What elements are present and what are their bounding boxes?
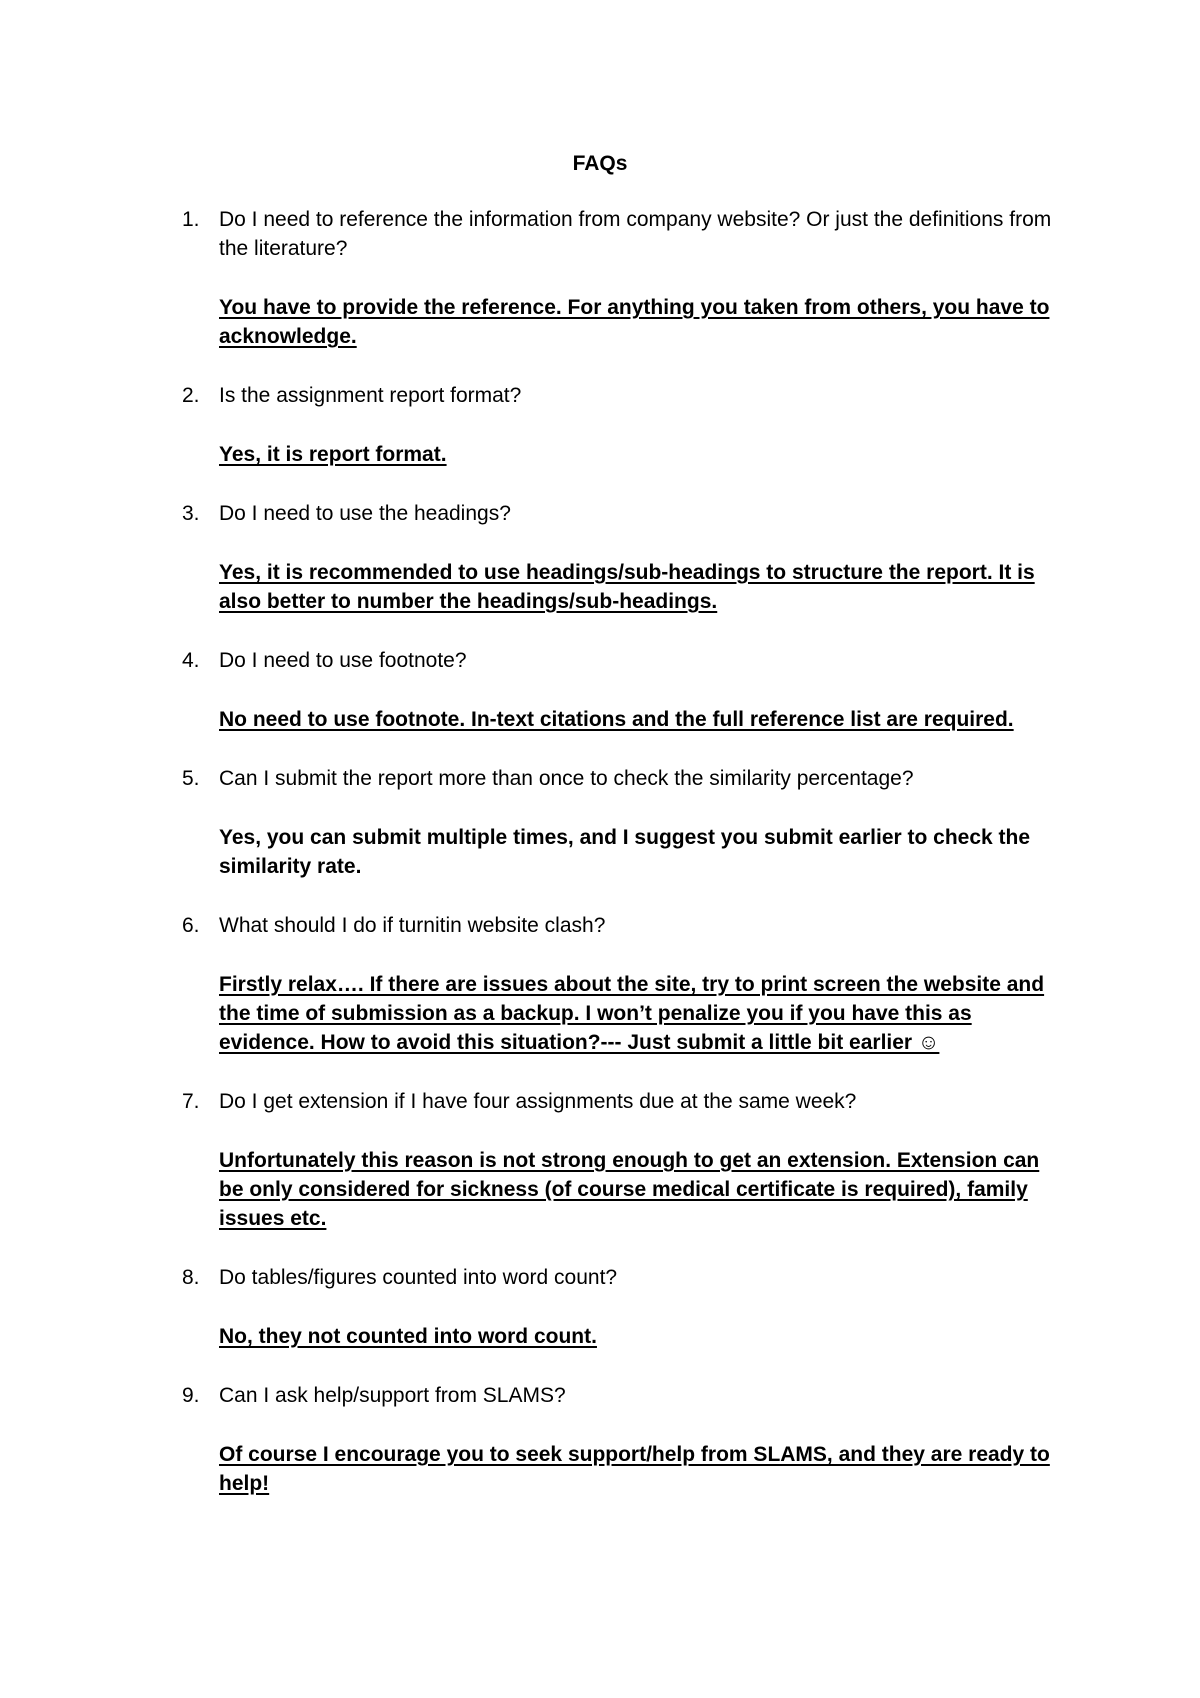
faq-item [182, 1263, 1062, 1351]
faq-question: Do tables/figures counted into word count? [219, 1266, 618, 1289]
faq-item [182, 1381, 1062, 1498]
faq-answer: No need to use footnote. In-text citations and the full reference list are required. [219, 708, 1014, 731]
faq-question: What should I do if turnitin website clash? [219, 914, 606, 937]
faq-answer: Yes, it is recommended to use headings/sub-headings to structure the report. It is also better to number the headings/sub-headings. [219, 561, 1035, 613]
faq-number: 2. [182, 384, 200, 407]
faq-list [182, 205, 1062, 1528]
faq-answer: Yes, you can submit multiple times, and I suggest you submit earlier to check the similarity rate. [219, 826, 1031, 878]
page-title: FAQs [572, 152, 628, 175]
faq-question: Do I need to reference the information from company website? Or just the definitions from the literature? [219, 208, 1052, 260]
faq-answer: Yes, it is report format. [219, 443, 447, 466]
faq-number: 8. [182, 1266, 200, 1289]
faq-answer: You have to provide the reference. For anything you taken from others, you have to acknowledge. [219, 296, 1050, 348]
faq-number: 3. [182, 502, 200, 525]
faq-item [182, 499, 1062, 616]
faq-number: 1. [182, 208, 200, 231]
faq-number: 9. [182, 1384, 200, 1407]
faq-item [182, 205, 1062, 351]
faq-question: Do I need to use the headings? [219, 502, 511, 525]
faq-item [182, 381, 1062, 469]
faq-answer: No, they not counted into word count. [219, 1325, 597, 1348]
faq-question: Do I need to use footnote? [219, 649, 467, 672]
faq-question: Can I ask help/support from SLAMS? [219, 1384, 566, 1407]
faq-item [182, 911, 1062, 1057]
faq-answer: Unfortunately this reason is not strong enough to get an extension. Extension can be only considered for sickness (of course medical certificate is required), family issues etc. [219, 1149, 1040, 1230]
faq-answer: Firstly relax…. If there are issues about the site, try to print screen the website and the time of submission as a backup. I won’t penalize you if you have this as evidence. How to avoid this situation?--- Just submit a little bit earlier ☺ [219, 973, 1045, 1054]
faq-number: 6. [182, 914, 200, 937]
faq-item [182, 764, 1062, 881]
faq-number: 7. [182, 1090, 200, 1113]
faq-question: Can I submit the report more than once to check the similarity percentage? [219, 767, 914, 790]
faq-answer: Of course I encourage you to seek support/help from SLAMS, and they are ready to help! [219, 1443, 1050, 1495]
faq-item [182, 1087, 1062, 1233]
faq-question: Do I get extension if I have four assignments due at the same week? [219, 1090, 857, 1113]
faq-item [182, 646, 1062, 734]
faq-number: 5. [182, 767, 200, 790]
faq-number: 4. [182, 649, 200, 672]
faq-question: Is the assignment report format? [219, 384, 522, 407]
